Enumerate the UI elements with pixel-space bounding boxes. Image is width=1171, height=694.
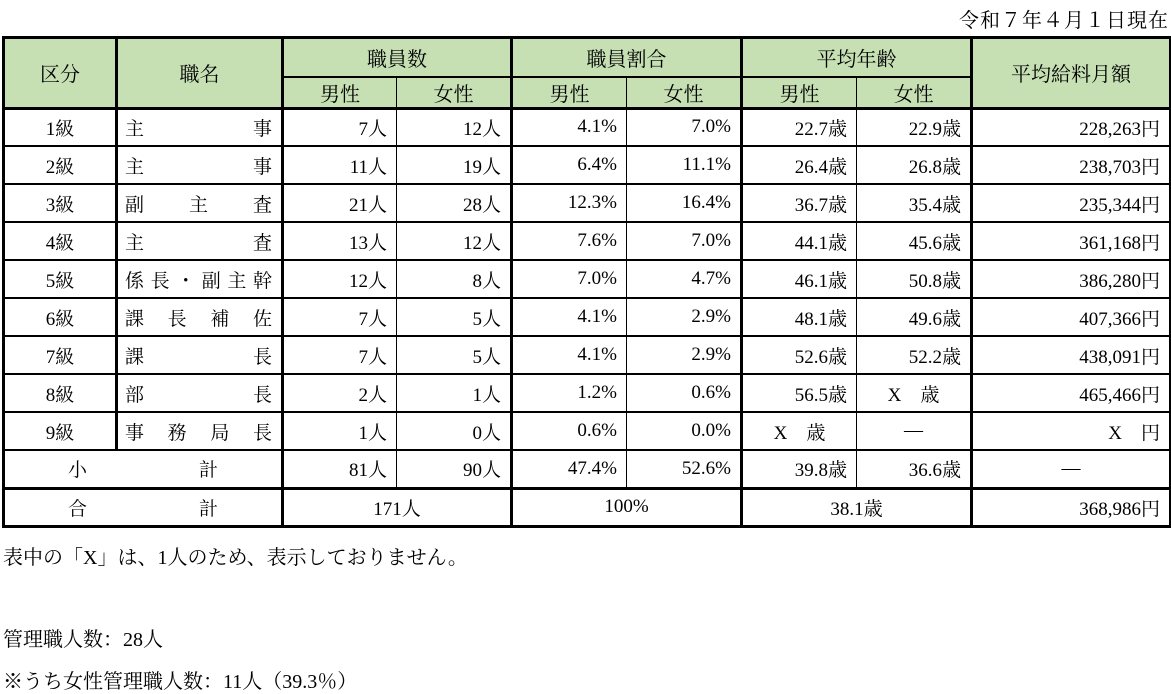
header-row-groups [4, 38, 1171, 77]
female-ratio-cell: 11.1% [627, 146, 742, 184]
male-ratio-cell: 4.1% [512, 336, 627, 374]
title-cell: 部長 [117, 374, 283, 412]
male-age-cell: 46.1歳 [742, 260, 857, 298]
male-count-cell: 7人 [283, 298, 397, 336]
header-age-male: 男性 [742, 77, 857, 109]
title-cell: 事務局長 [117, 412, 283, 450]
table-row-grade2 [4, 146, 1171, 184]
salary-cell: 407,366円 [972, 298, 1171, 336]
title-cell: 係長・副主幹 [117, 260, 283, 298]
male-count-cell: 13人 [283, 222, 397, 260]
table-row-grade6 [4, 298, 1171, 336]
subtotal-male-age: 39.8歳 [742, 450, 857, 488]
total-ratio-cell: 100% [512, 488, 742, 526]
title-cell: 副主査 [117, 184, 283, 222]
header-count-female: 女性 [397, 77, 512, 109]
title-cell: 課長 [117, 336, 283, 374]
female-ratio-cell: 7.0% [627, 222, 742, 260]
salary-cell: 386,280円 [972, 260, 1171, 298]
table-row-grade7 [4, 336, 1171, 374]
salary-cell: 228,263円 [972, 108, 1171, 146]
male-age-cell: 44.1歳 [742, 222, 857, 260]
female-count-cell: 8人 [397, 260, 512, 298]
female-count-cell: 28人 [397, 184, 512, 222]
header-age-female: 女性 [857, 77, 972, 109]
male-age-cell: 22.7歳 [742, 108, 857, 146]
male-count-cell: 12人 [283, 260, 397, 298]
female-age-cell: 35.4歳 [857, 184, 972, 222]
total-salary-cell: 368,986円 [972, 488, 1171, 526]
salary-cell: 438,091円 [972, 336, 1171, 374]
header-avg-salary: 平均給料月額 [972, 38, 1171, 109]
grade-cell: 3級 [4, 184, 117, 222]
female-age-cell: 45.6歳 [857, 222, 972, 260]
grade-cell: 7級 [4, 336, 117, 374]
total-count-cell: 171人 [283, 488, 512, 526]
grade-cell: 6級 [4, 298, 117, 336]
male-count-cell: 21人 [283, 184, 397, 222]
header-group-staff-ratio: 職員割合 [512, 38, 742, 77]
as-of-date-label: 令和７年４月１日現在 [959, 10, 1169, 32]
title-cell: 主事 [117, 108, 283, 146]
female-ratio-cell: 2.9% [627, 298, 742, 336]
table-row-grade5 [4, 260, 1171, 298]
female-count-cell: 5人 [397, 336, 512, 374]
male-ratio-cell: 6.4% [512, 146, 627, 184]
male-age-cell: 26.4歳 [742, 146, 857, 184]
total-label: 合計 [68, 498, 218, 520]
female-age-cell: 49.6歳 [857, 298, 972, 336]
female-count-cell: 5人 [397, 298, 512, 336]
female-ratio-cell: 7.0% [627, 108, 742, 146]
header-group-avg-age: 平均年齢 [742, 38, 972, 77]
header-ratio-female: 女性 [627, 77, 742, 109]
grade-cell: 1級 [4, 108, 117, 146]
subtotal-row [4, 450, 1171, 488]
table-row-grade1 [4, 108, 1171, 146]
grade-cell: 2級 [4, 146, 117, 184]
subtotal-salary-dash: ― [972, 450, 1171, 488]
title-cell: 主事 [117, 146, 283, 184]
salary-cell: 238,703円 [972, 146, 1171, 184]
male-ratio-cell: 7.0% [512, 260, 627, 298]
header-ratio-male: 男性 [512, 77, 627, 109]
salary-cell-masked: X 円 [972, 412, 1171, 450]
male-count-cell: 1人 [283, 412, 397, 450]
title-cell: 主査 [117, 222, 283, 260]
female-ratio-cell: 16.4% [627, 184, 742, 222]
female-count-cell: 1人 [397, 374, 512, 412]
female-age-cell: 22.9歳 [857, 108, 972, 146]
male-age-cell: 56.5歳 [742, 374, 857, 412]
masked-value-note: 表中の「X」は、1人のため、表示しておりません。 [3, 546, 468, 569]
subtotal-label: 小計 [68, 460, 218, 482]
male-ratio-cell: 12.3% [512, 184, 627, 222]
male-ratio-cell: 7.6% [512, 222, 627, 260]
header-count-male: 男性 [283, 77, 397, 109]
header-kubun: 区分 [4, 38, 117, 109]
female-age-cell: 26.8歳 [857, 146, 972, 184]
subtotal-female-ratio: 52.6% [627, 450, 742, 488]
table-row-grade8 [4, 374, 1171, 412]
table-row-grade4 [4, 222, 1171, 260]
table-row-grade3 [4, 184, 1171, 222]
salary-cell: 465,466円 [972, 374, 1171, 412]
header-group-staff-count: 職員数 [283, 38, 512, 77]
header-shokumei: 職名 [117, 38, 283, 109]
female-count-cell: 12人 [397, 222, 512, 260]
female-ratio-cell: 4.7% [627, 260, 742, 298]
male-count-cell: 2人 [283, 374, 397, 412]
salary-statistics-table [2, 36, 1171, 528]
subtotal-male-count: 81人 [283, 450, 397, 488]
female-age-cell: 52.2歳 [857, 336, 972, 374]
salary-cell: 361,168円 [972, 222, 1171, 260]
male-ratio-cell: 1.2% [512, 374, 627, 412]
grade-cell: 8級 [4, 374, 117, 412]
female-ratio-cell: 0.6% [627, 374, 742, 412]
manager-count-note: 管理職人数：28人 [3, 628, 163, 651]
female-count-cell: 0人 [397, 412, 512, 450]
female-age-cell: 50.8歳 [857, 260, 972, 298]
male-count-cell: 7人 [283, 336, 397, 374]
grade-cell: 4級 [4, 222, 117, 260]
female-manager-note: ※うち女性管理職人数：11人（39.3％） [3, 670, 358, 693]
male-age-cell: 52.6歳 [742, 336, 857, 374]
male-age-cell: 36.7歳 [742, 184, 857, 222]
female-ratio-cell: 2.9% [627, 336, 742, 374]
total-age-cell: 38.1歳 [742, 488, 972, 526]
subtotal-female-age: 36.6歳 [857, 450, 972, 488]
subtotal-female-count: 90人 [397, 450, 512, 488]
male-ratio-cell: 4.1% [512, 298, 627, 336]
female-age-cell-dash: ― [857, 412, 972, 450]
grade-cell: 9級 [4, 412, 117, 450]
female-ratio-cell: 0.0% [627, 412, 742, 450]
subtotal-label-cell [4, 450, 283, 488]
male-ratio-cell: 4.1% [512, 108, 627, 146]
grade-cell: 5級 [4, 260, 117, 298]
male-ratio-cell: 0.6% [512, 412, 627, 450]
title-cell: 課長補佐 [117, 298, 283, 336]
female-age-cell-masked: X 歳 [857, 374, 972, 412]
male-age-cell-masked: X 歳 [742, 412, 857, 450]
total-row [4, 488, 1171, 526]
table-row-grade9 [4, 412, 1171, 450]
male-count-cell: 7人 [283, 108, 397, 146]
female-count-cell: 12人 [397, 108, 512, 146]
male-age-cell: 48.1歳 [742, 298, 857, 336]
salary-cell: 235,344円 [972, 184, 1171, 222]
total-label-cell [4, 488, 283, 526]
subtotal-male-ratio: 47.4% [512, 450, 627, 488]
female-count-cell: 19人 [397, 146, 512, 184]
male-count-cell: 11人 [283, 146, 397, 184]
